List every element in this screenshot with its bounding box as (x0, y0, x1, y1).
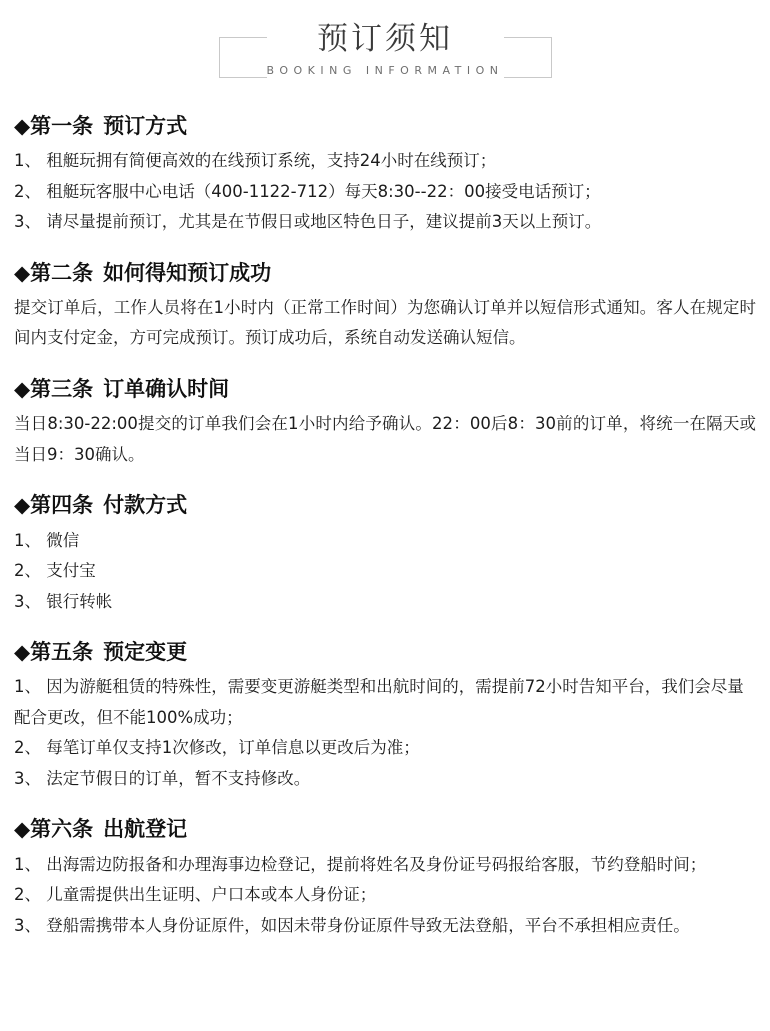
section-number: ◆第四条 (14, 493, 94, 518)
section-number: ◆第六条 (14, 817, 94, 842)
header-frame-box (219, 16, 552, 83)
section-heading (14, 639, 756, 666)
list-item: 2、 支付宝 (14, 561, 96, 581)
header-inner (267, 16, 504, 83)
section-order-confirm-time (14, 376, 756, 470)
section-list (14, 850, 756, 942)
section-paragraph: 提交订单后，工作人员将在1小时内（正常工作时间）为您确认订单并以短信形式通知。客人在规定时间内支付定金，方可完成预订。预订成功后，系统自动发送确认短信。 (14, 297, 756, 348)
section-name: 预定变更 (103, 640, 188, 665)
list-item: 3、 银行转帐 (14, 591, 113, 611)
section-heading (14, 376, 756, 403)
section-heading (14, 492, 756, 519)
list-item: 1、 出海需边防报备和办理海事边检登记，提前将姓名及身份证号码报给客服，节约登船时间； (14, 854, 707, 874)
section-name: 付款方式 (103, 493, 188, 518)
section-payment-methods (14, 492, 756, 617)
section-number: ◆第二条 (14, 260, 94, 285)
section-number: ◆第一条 (14, 113, 94, 138)
section-paragraph: 当日8:30-22:00提交的订单我们会在1小时内给予确认。22：00后8：30前的订单，将统一在隔天或当日9：30确认。 (14, 414, 756, 464)
section-booking-method (14, 113, 756, 238)
list-item: 3、 请尽量提前预订，尤其是在节假日或地区特色日子，建议提前3天以上预订。 (14, 212, 602, 232)
section-list (14, 672, 756, 794)
list-item: 2、 每笔订单仅支持1次修改，订单信息以更改后为准； (14, 738, 420, 758)
document-header (14, 0, 756, 91)
list-item: 2、 儿童需提供出生证明、户口本或本人身份证； (14, 885, 377, 905)
list-item: 1、 租艇玩拥有简便高效的在线预订系统，支持24小时在线预订； (14, 151, 497, 171)
section-departure-registration (14, 816, 756, 941)
page-subtitle: BOOKING INFORMATION (267, 64, 504, 83)
page-title: 预订须知 (267, 20, 504, 59)
section-list (14, 146, 756, 238)
list-item: 1、 微信 (14, 530, 80, 550)
section-number: ◆第五条 (14, 640, 94, 665)
section-confirmation-notice (14, 260, 756, 354)
list-item: 3、 登船需携带本人身份证原件，如因未带身份证原件导致无法登船，平台不承担相应责任。 (14, 915, 690, 935)
section-heading (14, 260, 756, 287)
list-item: 3、 法定节假日的订单，暂不支持修改。 (14, 768, 311, 788)
section-name: 订单确认时间 (103, 376, 230, 401)
section-heading (14, 816, 756, 843)
list-item: 2、 租艇玩客服中心电话（400-1122-712）每天8:30--22：00接受电话预订； (14, 181, 601, 201)
section-name: 如何得知预订成功 (103, 260, 272, 285)
list-item: 1、 因为游艇租赁的特殊性，需要变更游艇类型和出航时间的，需提前72小时告知平台，我们会尽量配合更改，但不能100%成功； (14, 677, 744, 727)
section-heading (14, 113, 756, 140)
section-name: 出航登记 (103, 817, 188, 842)
section-reservation-change (14, 639, 756, 794)
section-list (14, 526, 756, 618)
section-name: 预订方式 (103, 113, 188, 138)
section-number: ◆第三条 (14, 376, 94, 401)
